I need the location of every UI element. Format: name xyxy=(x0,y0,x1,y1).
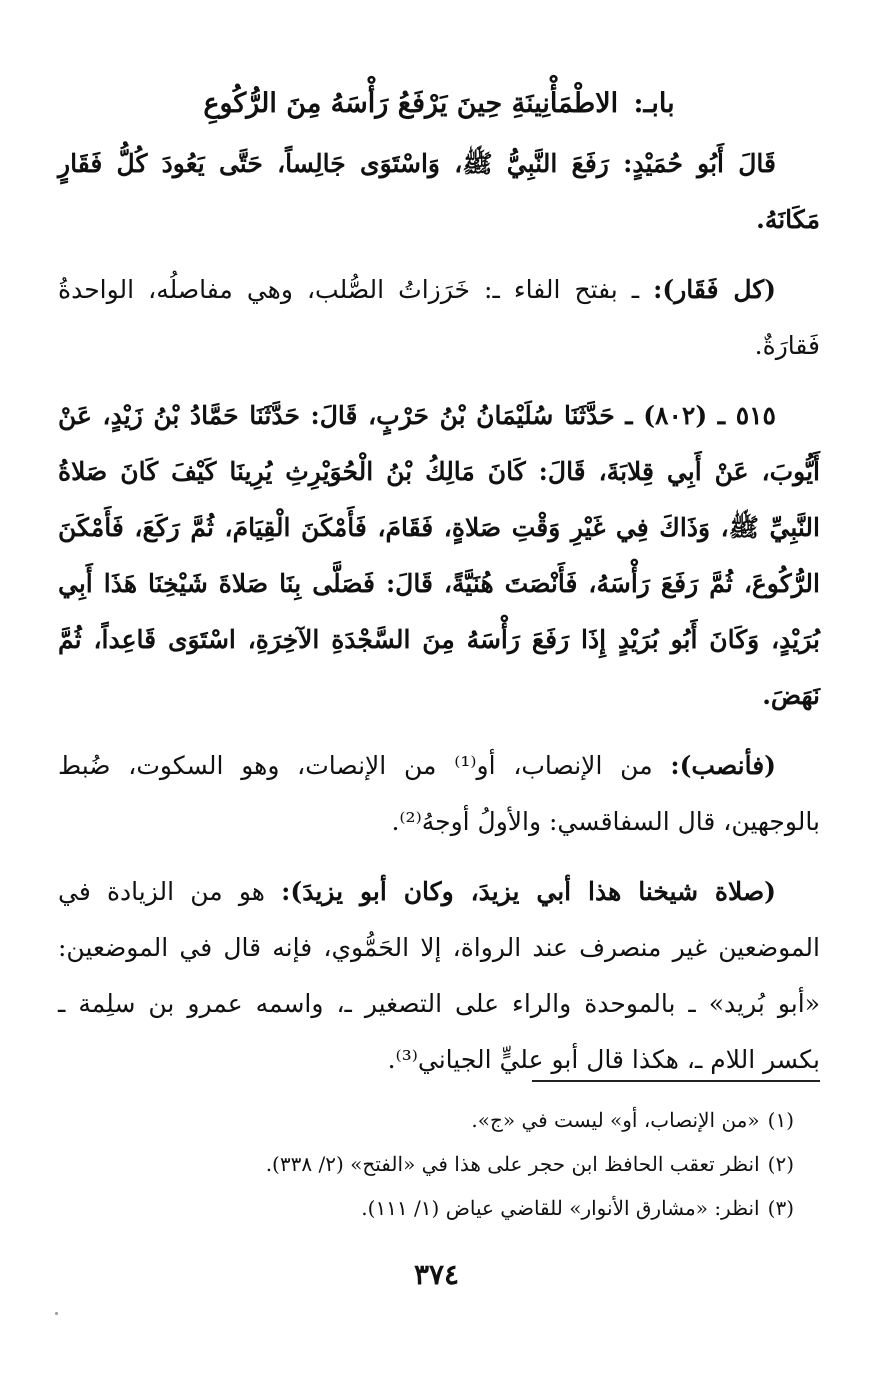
page-body xyxy=(58,78,820,1102)
commentary-text: ـ بفتح الفاء ـ: خَرَزاتُ الصُّلب، وهي مفاصلُه، الواحدةُ فَقارَةٌ. xyxy=(58,275,820,360)
commentary-ansab xyxy=(58,738,820,850)
chapter-heading xyxy=(58,78,820,130)
commentary-text: هو من الزيادة في الموضعين غير منصرف عند الرواة، إلا الحَمُّوي، فإنه قال في الموضعين: «أبو بُريد» ـ بالموحدة والراء على التصغير ـ، واسمه عمرو بن سلِمة ـ بكسر اللام ـ، هكذا قال أبو عليٍّ الجياني⁽³⁾. xyxy=(58,877,820,1074)
footnote-1 xyxy=(58,1098,820,1142)
footnote-text: «من الإنصاب، أو» ليست في «ج». xyxy=(471,1108,760,1132)
footnote-text: انظر: «مشارق الأنوار» للقاضي عياض (١/ ١١١). xyxy=(361,1196,760,1220)
chapter-prefix: بابـ: xyxy=(633,88,675,119)
commentary-faqar xyxy=(58,262,820,374)
chapter-title: الاطْمَأْنِينَةِ حِينَ يَرْفَعُ رَأْسَهُ مِنَ الرُّكُوعِ xyxy=(203,88,619,119)
hadith-515: ٥١٥ ـ (٨٠٢) ـ حَدَّثَنَا سُلَيْمَانُ بْنُ حَرْبٍ، قَالَ: حَدَّثَنَا حَمَّادُ بْنُ زَيْدٍ، عَنْ أَيُّوبَ، عَنْ أَبِي قِلابَةَ، قَالَ: كَانَ مَالِكُ بْنُ الْحُوَيْرِثِ يُرِينَا كَيْفَ كَانَ صَلاةُ النَّبِيِّ ﷺ، وَذَاكَ فِي غَيْرِ وَقْتِ صَلاةٍ، فَقَامَ، فَأَمْكَنَ الْقِيَامَ، ثُمَّ رَكَعَ، فَأَمْكَنَ الرُّكُوعَ، ثُمَّ رَفَعَ رَأْسَهُ، فَأَنْصَتَ هُنَيَّةً، قَالَ: فَصَلَّى بِنَا صَلاةَ شَيْخِنَا هَذَا أَبِي بُرَيْدٍ، وَكَانَ أَبُو بُرَيْدٍ إِذَا رَفَعَ رَأْسَهُ مِنَ السَّجْدَةِ الآخِرَةِ، اسْتَوَى قَاعِداً، ثُمَّ نَهَضَ. xyxy=(58,401,820,710)
footnote-2 xyxy=(58,1142,820,1186)
footnote-divider xyxy=(532,1080,820,1082)
commentary-abu-yazid xyxy=(58,864,820,1088)
footnote-number: (٣) xyxy=(767,1196,794,1220)
narration-abu-humaid: قَالَ أَبُو حُمَيْدٍ: رَفَعَ النَّبِيُّ ﷺ، وَاسْتَوَى جَالِساً، حَتَّى يَعُودَ كُلُّ فَقَارٍ مَكَانَهُ. xyxy=(58,149,820,234)
commentary-text: من الإنصاب، أو⁽¹⁾ من الإنصات، وهو السكوت، ضُبط بالوجهين، قال السفاقسي: والأولُ أوجهُ⁽²⁾. xyxy=(58,751,820,836)
footnote-number: (٢) xyxy=(767,1152,794,1176)
commentary-lead: (كل فَقَار): xyxy=(653,275,776,304)
footnote-3 xyxy=(58,1186,820,1230)
page-number: ٣٧٤ xyxy=(413,1258,460,1291)
commentary-lead: (صلاة شيخنا هذا أبي يزيدَ، وكان أبو يزيدَ): xyxy=(281,877,777,906)
commentary-lead: (فأنصب): xyxy=(670,751,776,780)
footnotes xyxy=(58,1098,820,1230)
footnote-number: (١) xyxy=(767,1108,794,1132)
footnote-text: انظر تعقب الحافظ ابن حجر على هذا في «الفتح» (٢/ ٣٣٨). xyxy=(265,1152,760,1176)
scan-speck xyxy=(55,1312,58,1315)
